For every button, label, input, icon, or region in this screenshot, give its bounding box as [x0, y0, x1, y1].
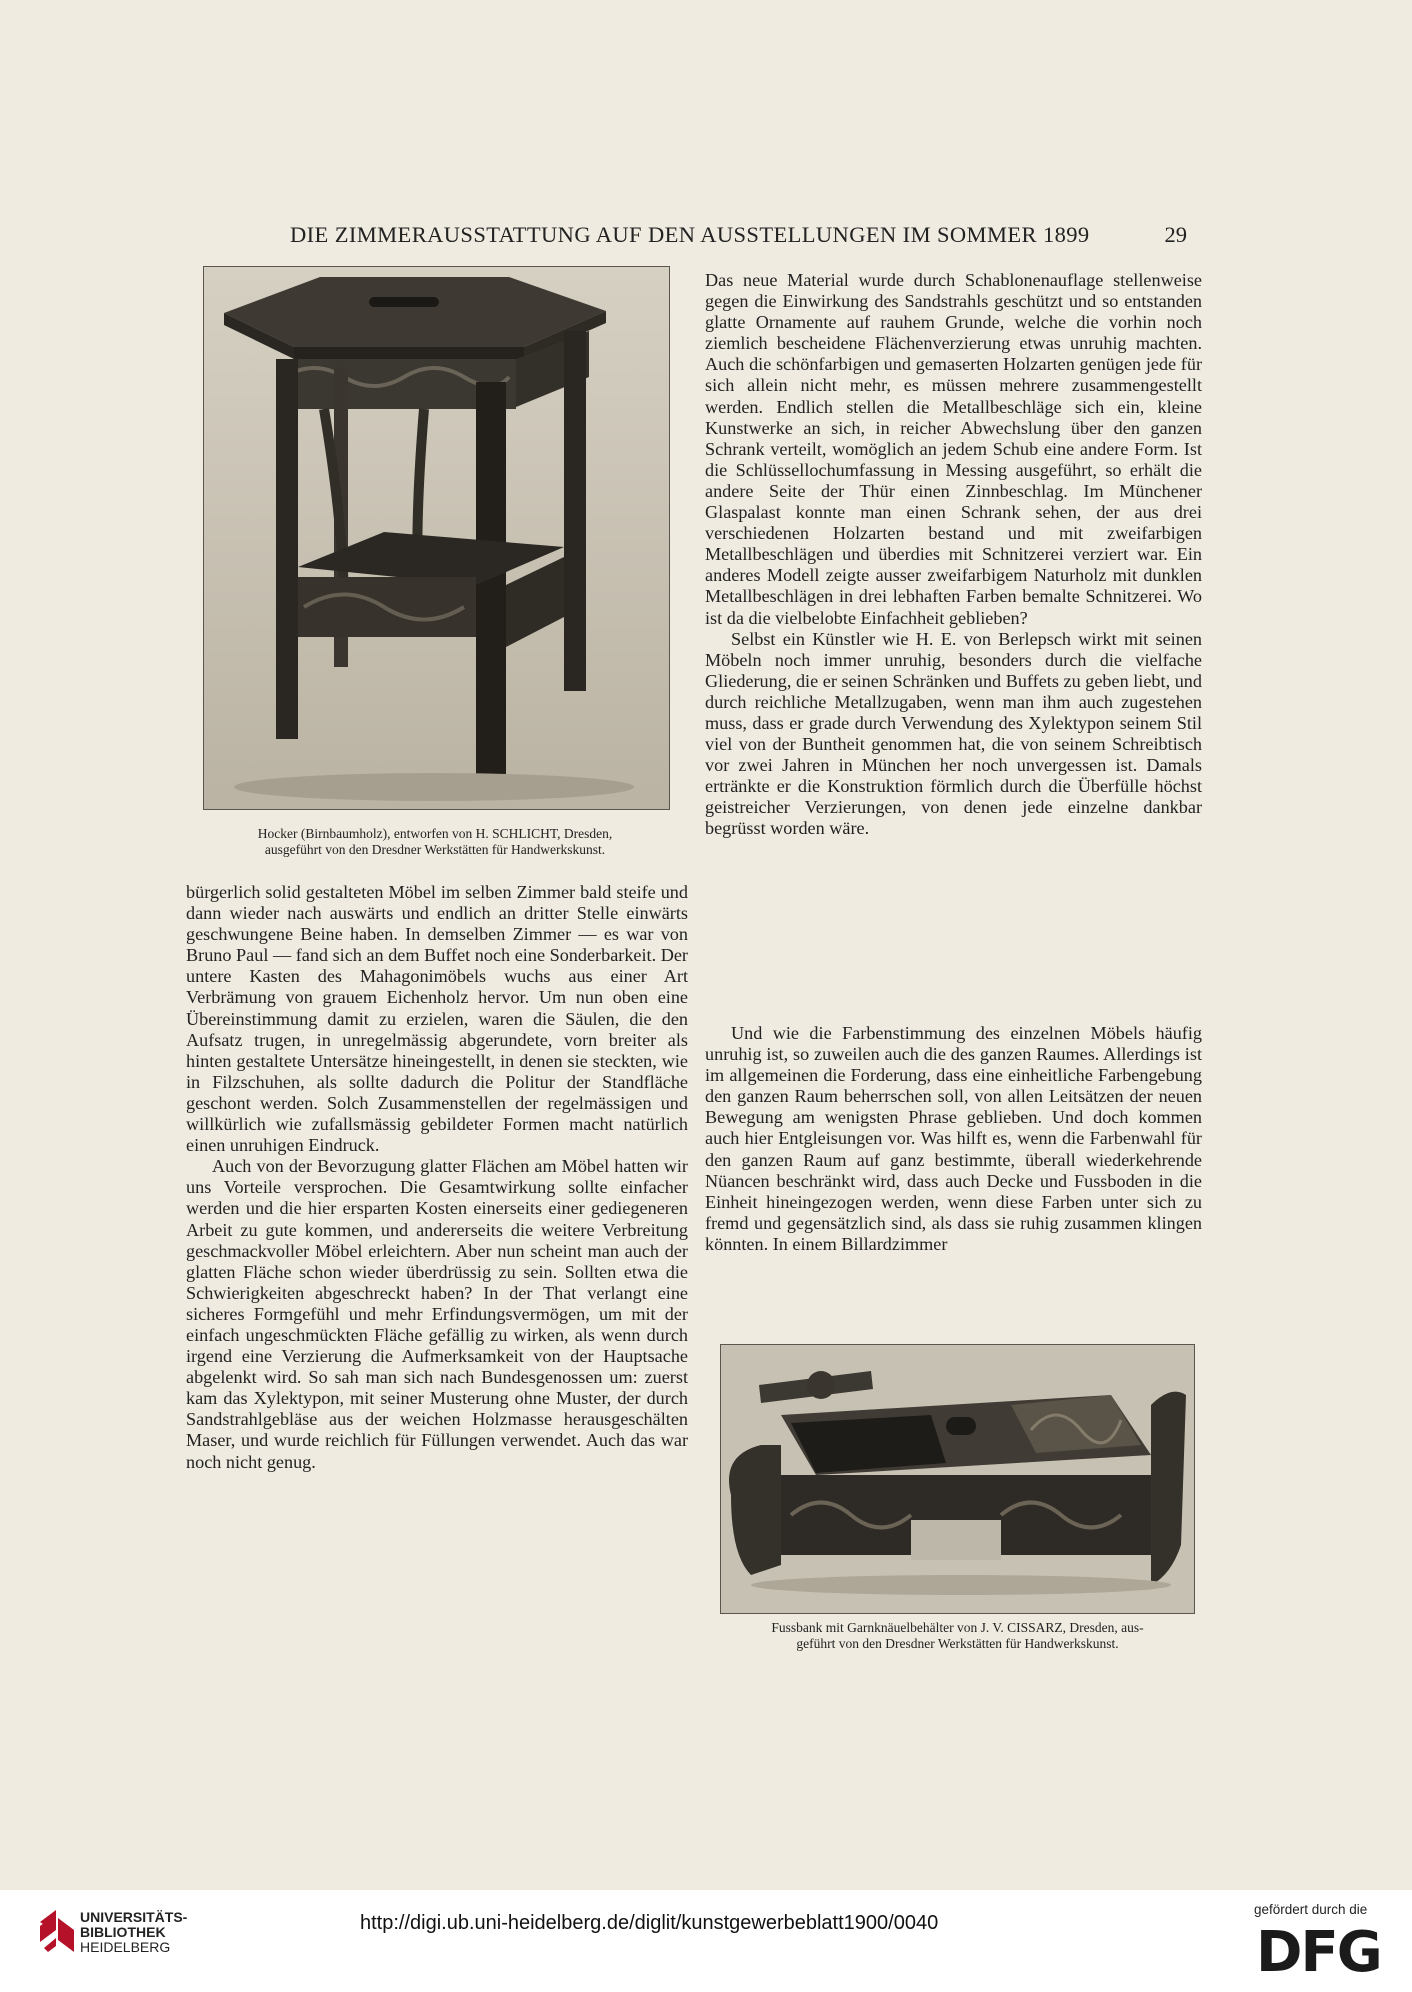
caption-line: ausgeführt von den Dresdner Werkstätten für Handwerkskunst. [264, 842, 606, 857]
paragraph: Auch von der Bevorzugung glatter Flächen am Möbel hatten wir uns Vorteile versprochen. Die Gesamtwirkung sollte einfacher werden und die hier ersparten Kosten einerseits einer gediegeneren Arbeit zu gute kommen, und andererseits die weitere Verbreitung geschmackvoller Möbel erleichtern. Aber nun scheint man auch der glatten Fläche schon wieder überdrüssig zu sein. Sollten etwa die Schwierigkeiten abgeschreckt haben? In der That verlangt eine sicheres Formgefühl und mehr Erfindungsvermögen, um mit der einfach ungeschmückten Fläche gefällig zu wirken, als wenn durch irgend eine Verzierung die Aufmerksamkeit von der Hauptsache abgelenkt wird. So sah man sich nach Bundesgenossen um: zuerst kam das Xylektypon, mit seiner Musterung ohne Muster, der durch Sandstrahlgebläse aus der weichen Holzmasse herausgeschälten Maser, und wurde reichlich für Füllungen verwendet. Auch das war noch nicht genug. [186, 1156, 688, 1472]
library-name-line: BIBLIOTHEK [80, 1924, 166, 1940]
running-title: DIE ZIMMERAUSSTATTUNG AUF DEN AUSSTELLUNGEN IM SOMMER 1899 [290, 222, 1090, 247]
stool-caption [200, 826, 670, 858]
paragraph: bürgerlich solid gestalteten Möbel im selben Zimmer bald steife und dann wieder nach auswärts und endlich an dritter Stelle einwärts geschwungene Beine haben. In demselben Zimmer — es war von Bruno Paul — fand sich an dem Buffet noch eine Sonderbarkeit. Der untere Kasten des Mahagonimöbels wuchs aus einer Art Verbrämung von grauem Eichenholz hervor. Um nun oben eine Übereinstimmung damit zu erzielen, waren die Säulen, die den Aufsatz trugen, in unregelmässig abgerundete, vorn breiter als hinten gestaltete Untersätze hineingestellt, in denen sie steckten, wie in Filzschuhen, als sollte dadurch die Politur der Standfläche geschont werden. Solch Zusammenstellen der regelmässigen und willkürlich wie zufallsmässig gebildeter Formen macht natürlich einen unruhigen Eindruck. [186, 882, 688, 1156]
right-text-column-bottom [705, 1023, 1202, 1255]
left-text-column [186, 882, 688, 1473]
library-name-line: HEIDELBERG [80, 1939, 171, 1955]
funding-label: gefördert durch die [1254, 1902, 1368, 1917]
library-name [80, 1910, 187, 1955]
ub-heidelberg-logo-icon [38, 1908, 78, 1954]
paragraph: Und wie die Farbenstimmung des einzelnen Möbels häufig unruhig ist, so zuweilen auch die des ganzen Raumes. Allerdings ist im allgemeinen die Forderung, dass eine einheitliche Farbengebung den ganzen Raum beherrschen soll, von allen Leitsätzen der neuen Bewegung am wenigsten Phrase geblieben. Und doch kommen auch hier Entgleisungen vor. Was hilft es, wenn die Farbenwahl für den ganzen Raum auf ganz bestimmte, überall wiederkehrende Nüancen beschränkt wird, dass auch Decke und Fussboden in die Einheit hineingezogen werden, wenn diese Farben unter sich zu fremd und gegensätzlich sind, als dass sie ruhig zusammen klingen könnten. In einem Billardzimmer [705, 1023, 1202, 1254]
page-number: 29 [1164, 222, 1187, 247]
permalink-url[interactable]: http://digi.ub.uni-heidelberg.de/diglit/kunstgewerbeblatt1900/0040 [360, 1912, 939, 1934]
caption-line: Hocker (Birnbaumholz), entworfen von H. SCHLICHT, Dresden, [257, 826, 613, 841]
caption-line: Fussbank mit Garnknäuelbehälter von J. V. CISSARZ, Dresden, aus- [771, 1620, 1144, 1635]
paragraph: Das neue Material wurde durch Schablonenauflage stellenweise gegen die Einwirkung des Sandstrahls geschützt und so entstanden glatte Ornamente auf rauhem Grunde, welche die vorhin noch ziemlich bescheidene Flächenverzierung etwas unruhig machten. Auch die schönfarbigen und gemaserten Holzarten genügen jede für sich allein nicht mehr, es müssen mehrere zusammengestellt werden. Endlich stellen die Metallbeschläge sich ein, kleine Kunstwerke an sich, in reicher Abwechslung über den ganzen Schrank verteilt, womöglich an jedem Schub eine andere Form. Ist die Schlüssellochumfassung in Messing ausgeführt, so erhält die andere Seite der Thür einen Zinnbeschlag. Im Münchener Glaspalast konnte man einen Schrank sehen, der aus drei verschiedenen Holzarten bestand und mit zweifarbigen Metallbeschlägen und überdies mit Schnitzerei verziert war. Ein anderes Modell zeigte ausser zweifarbigem Naturholz mit dunklen Metallbeschlägen in drei lebhaften Farben bemalte Schnitzerei. Wo ist da die vielbelobte Einfachheit geblieben? [705, 270, 1202, 628]
right-text-column-top [705, 270, 1202, 840]
stool-photograph [203, 266, 670, 810]
library-name-line: UNIVERSITÄTS- [80, 1909, 188, 1925]
digitization-footer [0, 1890, 1412, 1992]
caption-line: geführt von den Dresdner Werkstätten für Handwerkskunst. [796, 1636, 1119, 1651]
footstool-photograph [720, 1344, 1195, 1614]
paragraph: Selbst ein Künstler wie H. E. von Berlepsch wirkt mit seinen Möbeln noch immer unruhig, besonders durch die vielfache Gliederung, die er seinen Schränken und Buffets zu geben liebt, und durch reichliche Metallzugaben, wenn man ihm auch zugestehen muss, dass er grade durch Verwendung des Xylektypon seinem Stil viel von der Buntheit genommen hat, die von seinem Schreibtisch vor zwei Jahren in München her noch unvergessen ist. Damals ertränkte er die Konstruktion förmlich durch die Überfülle höchst geistreicher Verzierungen, von denen jede einzelne dankbar begrüsst worden wäre. [705, 628, 1202, 839]
running-header [200, 222, 1200, 252]
dfg-logo: DFG [1256, 1920, 1381, 1985]
footstool-caption [715, 1620, 1200, 1652]
